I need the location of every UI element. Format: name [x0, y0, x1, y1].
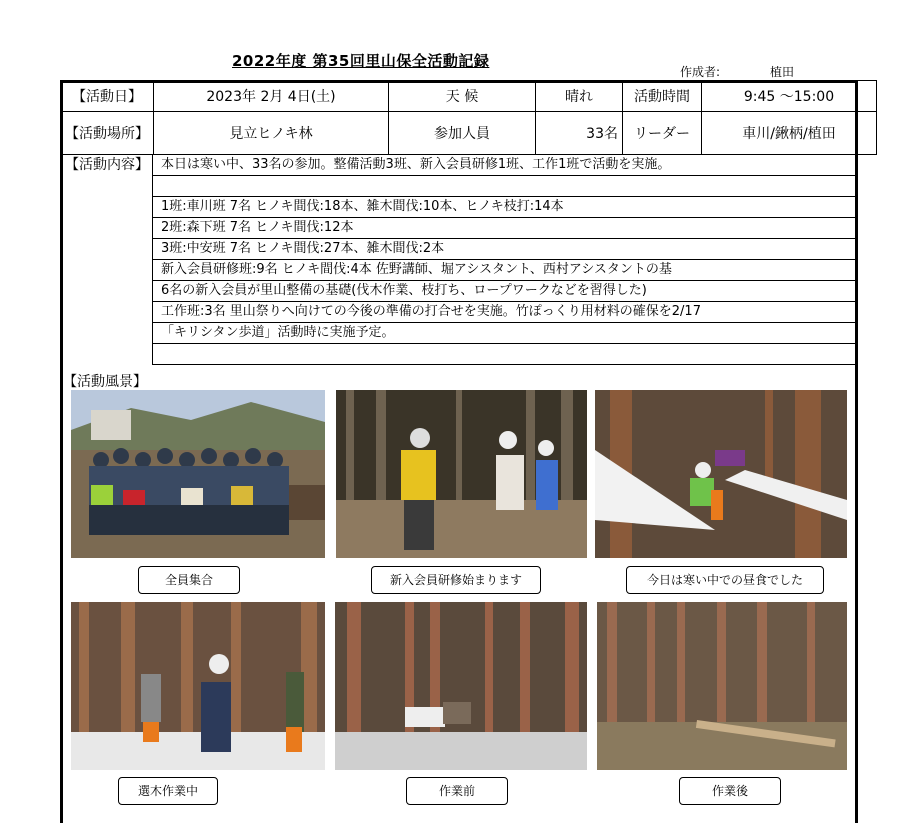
weather-label: 天 候: [389, 81, 536, 112]
selection-photo: [71, 602, 325, 770]
after-work-photo: [597, 602, 847, 770]
place-value: 見立ヒノキ林: [154, 112, 389, 155]
report-title: 2022年度 第35回里山保全活動記録: [232, 52, 490, 70]
photo-caption: 作業後: [679, 777, 781, 805]
content-line: [152, 343, 855, 365]
author-name: 植田: [770, 65, 795, 79]
content-line: 3班:中安班 7名 ヒノキ間伐:27本、雑木間伐:2本: [152, 238, 855, 259]
leader-label: リーダー: [623, 112, 702, 155]
content-line: [152, 175, 855, 196]
place-label: 【活動場所】: [61, 112, 154, 155]
content-line: 2班:森下班 7名 ヒノキ間伐:12本: [152, 217, 855, 238]
content-label: 【活動内容】: [65, 157, 149, 173]
photo-caption: 全員集合: [138, 566, 240, 594]
info-table: [60, 80, 877, 155]
group-photo: [71, 390, 325, 558]
training-photo: [336, 390, 587, 558]
content-line: 「キリシタン歩道」活動時に実施予定。: [152, 322, 855, 343]
content-line: 6名の新入会員が里山整備の基礎(伐木作業、枝打ち、ロープワークなどを習得した): [152, 280, 855, 301]
content-lines: [152, 154, 855, 365]
participants-label: 参加人員: [389, 112, 536, 155]
lunch-photo: [595, 390, 847, 558]
date-value: 2023年 2月 4日(土): [154, 81, 389, 112]
time-label: 活動時間: [623, 81, 702, 112]
content-line: 1班:車川班 7名 ヒノキ間伐:18本、雑木間伐:10本、ヒノキ枝打:14本: [152, 196, 855, 217]
time-value: 9:45 〜15:00: [702, 81, 877, 112]
participants-value: 33名: [536, 112, 623, 155]
scenes-label: 【活動風景】: [63, 374, 147, 390]
content-line: 工作班:3名 里山祭りへ向けての今後の準備の打合せを実施。竹ぽっくり用材料の確保を2/17: [152, 301, 855, 322]
weather-value: 晴れ: [536, 81, 623, 112]
content-line: 本日は寒い中、33名の参加。整備活動3班、新入会員研修1班、工作1班で活動を実施。: [152, 154, 855, 175]
content-line: 新入会員研修班:9名 ヒノキ間伐:4本 佐野講師、堀アシスタント、西村アシスタントの基: [152, 259, 855, 280]
photo-caption: 今日は寒い中での昼食でした: [626, 566, 824, 594]
photo-caption: 作業前: [406, 777, 508, 805]
photo-caption: 選木作業中: [118, 777, 218, 805]
leader-value: 車川/鍬柄/植田: [702, 112, 877, 155]
photo-caption: 新入会員研修始まります: [371, 566, 541, 594]
author-label: 作成者:: [680, 65, 721, 79]
before-work-photo: [335, 602, 587, 770]
date-label: 【活動日】: [61, 81, 154, 112]
